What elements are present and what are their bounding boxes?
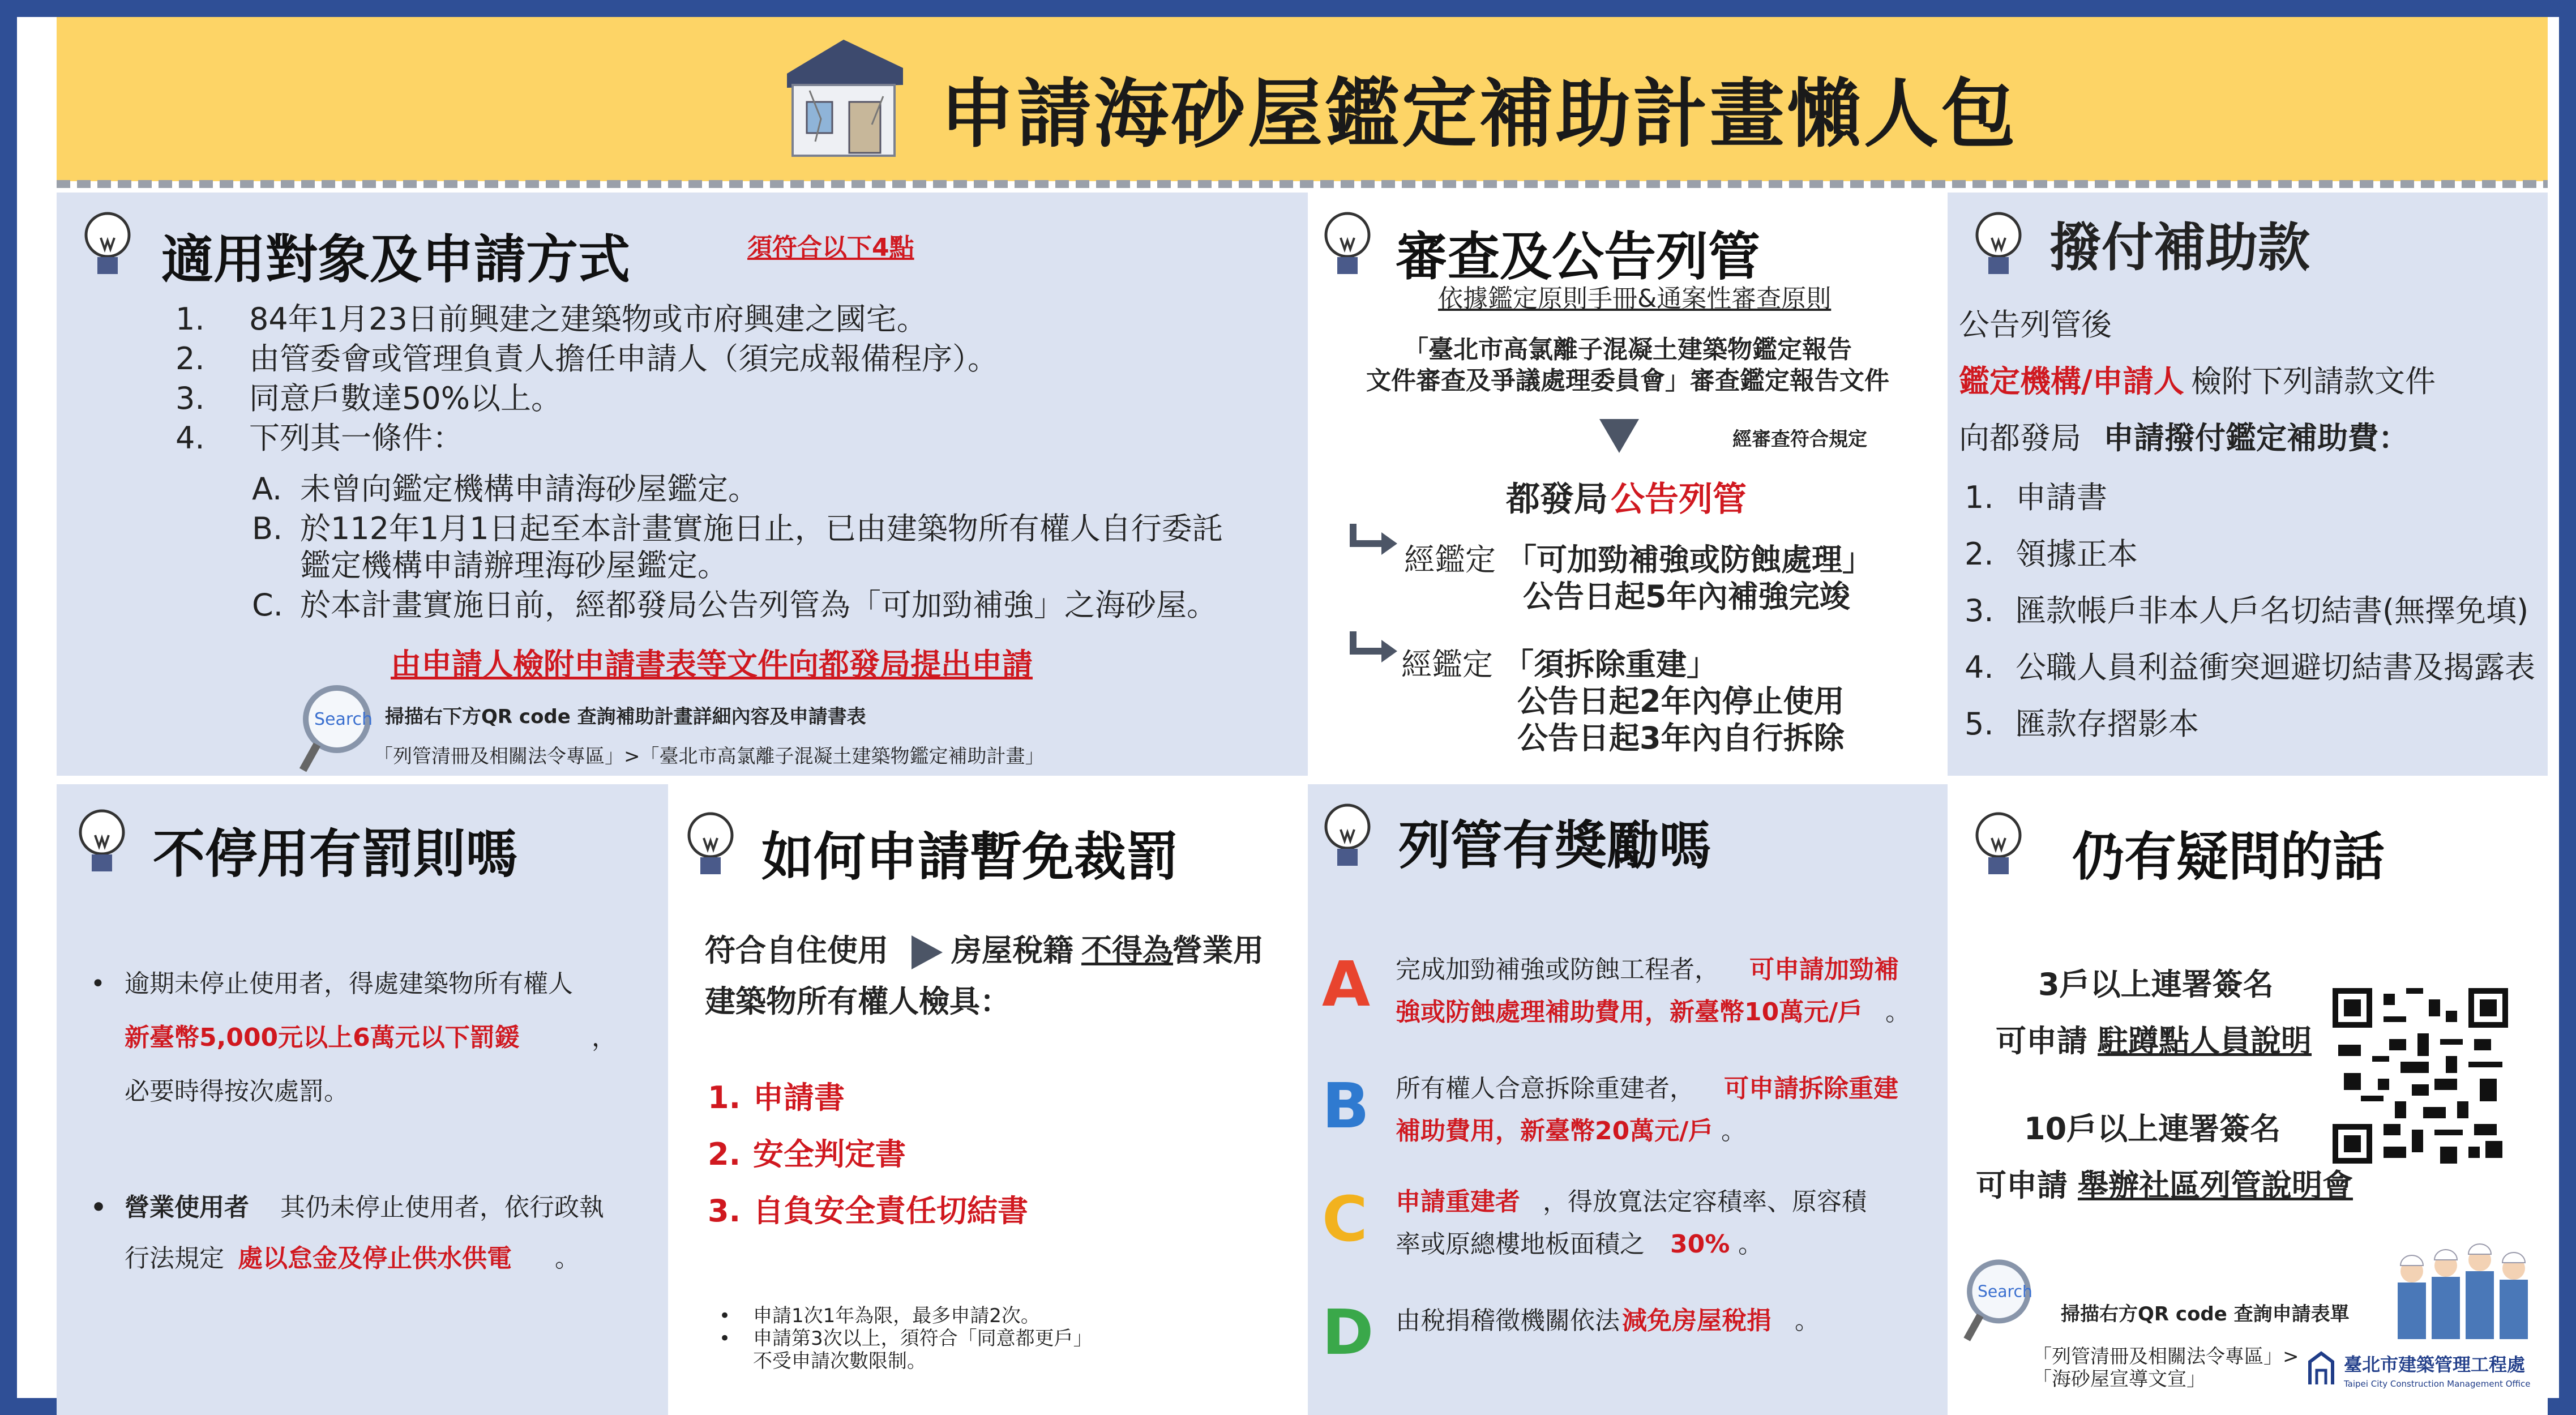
workers-illustration bbox=[2392, 1220, 2534, 1345]
committee-line1: 「臺北市高氯離子混凝土建築物鑑定報告 bbox=[1403, 335, 1852, 364]
route2-deadline1: 公告日起2年內停止使用 bbox=[1517, 683, 1845, 719]
doc-3-num: 3. bbox=[1965, 593, 1994, 629]
org-name-en: Taipei City Construction Management Office bbox=[2344, 1379, 2531, 1389]
panel-incentive bbox=[1308, 784, 1948, 1415]
apply-instruction: 由申請人檢附申請書表等文件向都發局提出申請 bbox=[391, 647, 1033, 682]
panel-title: 適用對象及申請方式 bbox=[161, 229, 631, 290]
item-4-num: 4. bbox=[176, 420, 205, 456]
page-title: 申請海砂屋鑑定補助計畫懶人包 bbox=[940, 71, 2018, 158]
bureau-label: 都發局 bbox=[1506, 480, 1608, 519]
contact-q3: 10戶以上連署簽名 bbox=[2024, 1111, 2281, 1147]
route2-type: 「須拆除重建」 bbox=[1503, 647, 1717, 682]
incentive-b3: 補助費用，新臺幣20萬元/戶 bbox=[1396, 1117, 1714, 1145]
down-arrow-icon bbox=[1597, 416, 1642, 456]
panel-eligibility bbox=[57, 193, 1308, 776]
announce-label: 公告列管 bbox=[1611, 480, 1747, 519]
contact-q1: 3戶以上連署簽名 bbox=[2038, 967, 2274, 1002]
payment-line1: 公告列管後 bbox=[1959, 307, 2112, 343]
panel-title: 不停用有罰則嗎 bbox=[153, 824, 518, 884]
requirement-note: 須符合以下4點 bbox=[747, 233, 914, 262]
magnifier-icon bbox=[1959, 1254, 2049, 1345]
route2-deadline2: 公告日起3年內自行拆除 bbox=[1517, 720, 1845, 756]
contact-q4b: 舉辦社區列管說明會 bbox=[2078, 1168, 2353, 1203]
payment-line3b: 申請撥付鑑定補助費： bbox=[2103, 420, 2409, 456]
item-4: 下列其一條件： bbox=[249, 420, 463, 456]
doc-2: 領據正本 bbox=[2016, 536, 2138, 572]
turn-arrow-icon bbox=[1347, 629, 1398, 668]
panel-title: 審查及公告列管 bbox=[1396, 226, 1761, 287]
item-3: 同意戶數達50%以上。 bbox=[249, 381, 562, 416]
panel-penalty bbox=[57, 784, 668, 1415]
penalty-line3: 必要時得按次處罰。 bbox=[125, 1077, 349, 1106]
business-penalty: 處以怠金及停止供水供電 bbox=[238, 1244, 512, 1273]
lightbulb-icon bbox=[1319, 210, 1376, 283]
business-line1: 其仍未停止使用者，依行政執 bbox=[280, 1193, 604, 1222]
exempt-notfor: 不得為 bbox=[1081, 933, 1173, 968]
exempt-note2: • 申請第3次以上，須符合「同意都更戶」 bbox=[753, 1327, 1093, 1351]
incentive-a2: 可申請加勁補 bbox=[1749, 955, 1899, 984]
incentive-b1: 所有權人合意拆除重建者， bbox=[1396, 1074, 1694, 1103]
lightbulb-icon bbox=[79, 210, 136, 283]
route1-prefix: 經鑑定 bbox=[1404, 542, 1496, 578]
exempt-tax: 房屋稅籍 bbox=[951, 933, 1073, 968]
doc-1: 申請書 bbox=[2016, 480, 2107, 515]
exempt-doc-1: 申請書 bbox=[753, 1080, 845, 1115]
exempt-business: 營業用 bbox=[1172, 933, 1264, 968]
doc-5-num: 5. bbox=[1965, 706, 1994, 742]
incentive-c2: ，得放寬法定容積率、原容積 bbox=[1543, 1187, 1867, 1216]
lightbulb-icon bbox=[1319, 801, 1376, 875]
incentive-c1: 申請重建者 bbox=[1396, 1187, 1520, 1216]
org-name: 臺北市建築管理工程處 bbox=[2344, 1354, 2526, 1375]
review-basis: 依據鑑定原則手冊&通案性審查原則 bbox=[1438, 284, 1832, 313]
lightbulb-icon bbox=[682, 810, 739, 883]
letter-a-icon: A bbox=[1322, 948, 1371, 1020]
contact-path1: 「列管清冊及相關法令專區」> bbox=[2032, 1345, 2299, 1368]
item-1: 84年1月23日前興建之建築物或市府興建之國宅。 bbox=[249, 301, 927, 337]
panel-title: 撥付補助款 bbox=[2049, 217, 2310, 278]
committee-line2: 文件審查及爭議處理委員會」審查鑑定報告文件 bbox=[1366, 366, 1889, 395]
incentive-c3: 率或原總樓地板面積之 bbox=[1396, 1230, 1645, 1259]
letter-c-icon: C bbox=[1322, 1183, 1368, 1255]
incentive-c4: 30% bbox=[1670, 1230, 1730, 1259]
penalty-amount: 新臺幣5,000元以上6萬元以下罰鍰 bbox=[125, 1023, 520, 1052]
turn-arrow-icon bbox=[1347, 521, 1398, 561]
path-hint: 「列管清冊及相關法令專區」>「臺北市高氯離子混凝土建築物鑑定補助計畫」 bbox=[374, 745, 1045, 768]
doc-4-num: 4. bbox=[1965, 649, 1994, 685]
sub-c: 於本計畫實施日前，經都發局公告列管為「可加勁補強」之海砂屋。 bbox=[300, 587, 1217, 623]
penalty-line1: • 逾期未停止使用者，得處建築物所有權人 bbox=[125, 968, 573, 999]
doc-1-num: 1. bbox=[1965, 480, 1994, 515]
sub-b-letter: B. bbox=[252, 511, 283, 546]
exempt-doc-2: 安全判定書 bbox=[753, 1136, 906, 1172]
scan-instruction: 掃描右下方QR code 查詢補助計畫詳細內容及申請書表 bbox=[385, 706, 866, 728]
doc-4: 公職人員利益衝突迴避切結書及揭露表 bbox=[2016, 649, 2535, 685]
panel-title: 如何申請暫免裁罰 bbox=[761, 827, 1179, 887]
house-icon bbox=[776, 34, 912, 164]
qr-code[interactable] bbox=[2333, 988, 2508, 1164]
pass-note: 經審查符合規定 bbox=[1732, 428, 1867, 451]
contact-scan: 掃描右方QR code 查詢申請表單 bbox=[2061, 1303, 2350, 1326]
panel-review bbox=[1308, 193, 1948, 776]
incentive-c5: 。 bbox=[1738, 1230, 1763, 1259]
contact-q2b: 駐蹲點人員說明 bbox=[2098, 1023, 2312, 1059]
sub-a-letter: A. bbox=[252, 471, 283, 507]
exempt-line2: 建築物所有權人檢具： bbox=[705, 984, 1011, 1019]
contact-path2: 「海砂屋宣導文宣」 bbox=[2032, 1368, 2206, 1391]
business-line2a: 行法規定 bbox=[125, 1244, 224, 1273]
incentive-a3: 強或防蝕處理補助費用，新臺幣10萬元/戶 bbox=[1396, 998, 1863, 1027]
doc-5: 匯款存摺影本 bbox=[2016, 706, 2199, 742]
doc-2-num: 2. bbox=[1965, 536, 1994, 572]
panel-exemption bbox=[668, 784, 1308, 1415]
incentive-a4: 。 bbox=[1885, 998, 1910, 1027]
panel-title: 列管有獎勵嗎 bbox=[1398, 815, 1711, 876]
payment-applicant: 鑑定機構/申請人 bbox=[1959, 364, 2184, 399]
business-use: • 營業使用者 bbox=[125, 1192, 249, 1223]
item-3-num: 3. bbox=[176, 381, 205, 416]
incentive-d2: 減免房屋稅捐 bbox=[1622, 1306, 1771, 1335]
exempt-note1: • 申請1次1年為限，最多申請2次。 bbox=[753, 1304, 1040, 1328]
exempt-doc-3-num: 3. bbox=[708, 1193, 741, 1229]
payment-line3a: 向都發局 bbox=[1959, 420, 2081, 456]
item-1-num: 1. bbox=[176, 301, 205, 337]
incentive-b4: 。 bbox=[1721, 1117, 1746, 1145]
panel-contact bbox=[1948, 784, 2548, 1415]
exempt-cond1: 符合自住使用 bbox=[705, 933, 888, 968]
incentive-d3: 。 bbox=[1795, 1306, 1820, 1335]
search-text: Search bbox=[314, 709, 373, 729]
penalty-comma: ， bbox=[592, 1023, 617, 1052]
route1-type: 「可加勁補強或防蝕處理」 bbox=[1506, 542, 1873, 578]
sub-a: 未曾向鑑定機構申請海砂屋鑑定。 bbox=[300, 471, 759, 507]
incentive-b2: 可申請拆除重建 bbox=[1724, 1074, 1898, 1103]
payment-line2: 檢附下列請款文件 bbox=[2191, 364, 2436, 399]
letter-d-icon: D bbox=[1322, 1296, 1374, 1369]
contact-q4a: 可申請 bbox=[1976, 1168, 2068, 1203]
route1-deadline: 公告日起5年內補強完竣 bbox=[1523, 579, 1850, 614]
incentive-d1: 由稅捐稽徵機關依法 bbox=[1396, 1306, 1620, 1335]
route2-prefix: 經鑑定 bbox=[1401, 647, 1493, 682]
panel-title: 仍有疑問的話 bbox=[2072, 827, 2385, 887]
exempt-note3: 不受申請次數限制。 bbox=[753, 1350, 926, 1373]
doc-3: 匯款帳戶非本人戶名切結書(無擇免填) bbox=[2016, 593, 2529, 629]
sub-b-line1: 於112年1月1日起至本計畫實施日止，已由建築物所有權人自行委託 bbox=[300, 511, 1223, 546]
item-2-num: 2. bbox=[176, 341, 205, 377]
sub-b-line2: 鑑定機構申請辦理海砂屋鑑定。 bbox=[300, 548, 728, 583]
letter-b-icon: B bbox=[1322, 1070, 1370, 1142]
contact-q2a: 可申請 bbox=[1996, 1023, 2087, 1059]
search-text: Search bbox=[1977, 1282, 2032, 1301]
exempt-doc-3: 自負安全責任切結書 bbox=[753, 1193, 1028, 1229]
lightbulb-icon bbox=[74, 807, 130, 880]
exempt-doc-1-num: 1. bbox=[708, 1080, 741, 1115]
panel-payment bbox=[1948, 193, 2548, 776]
play-arrow-icon bbox=[906, 933, 945, 972]
org-logo-icon bbox=[2304, 1350, 2338, 1390]
item-2: 由管委會或管理負責人擔任申請人（須完成報備程序）。 bbox=[249, 341, 998, 377]
business-period: 。 bbox=[555, 1244, 580, 1273]
lightbulb-icon bbox=[1970, 810, 2027, 883]
sub-c-letter: C. bbox=[252, 587, 283, 623]
exempt-doc-2-num: 2. bbox=[708, 1136, 741, 1172]
incentive-a1: 完成加勁補強或防蝕工程者， bbox=[1396, 955, 1719, 984]
lightbulb-icon bbox=[1970, 210, 2027, 283]
banner-divider bbox=[57, 180, 2548, 188]
